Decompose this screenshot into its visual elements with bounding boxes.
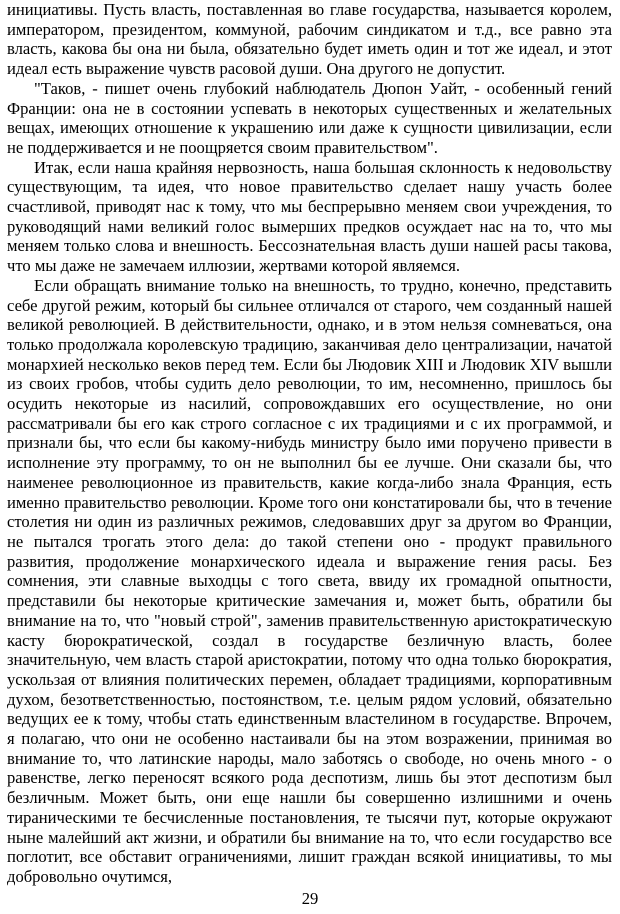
document-page xyxy=(7,0,612,887)
paragraph-2: "Таков, - пишет очень глубокий наблюдатель Дюпон Уайт, - особенный гений Франции: она не в состоянии успевать в некоторых существенных и желательных вещах, имеющих отношение к украшению или даже к сущности цивилизации, если не поддерживается и не поощряется своим правительством". xyxy=(7,78,612,157)
paragraph-3: Итак, если наша крайняя нервозность, наша большая склонность к недовольству существующим, та идея, что новое правительство сделает нашу участь более счастливой, приводят нас к тому, что мы беспрерывно меняем свои учреждения, то руководящий нами великий голос вымерших предков осуждает нас на то, что мы меняем только слова и внешность. Бессознательная власть души нашей расы такова, что мы даже не замечаем иллюзии, жертвами которой являемся. xyxy=(7,157,612,276)
paragraph-1: инициативы. Пусть власть, поставленная во главе государства, называется королем, императором, президентом, коммуной, рабочим синдикатом и т.д., все равно эта власть, какова бы она ни была, обязательно будет иметь один и тот же идеал, и этот идеал есть выражение чувств расовой души. Она другого не допустит. xyxy=(7,0,612,79)
paragraph-4: Если обращать внимание только на внешность, то трудно, конечно, представить себе другой режим, который бы сильнее отличался от старого, чем созданный нашей великой революцией. В действительности, однако, и в этом нельзя сомневаться, она только продолжала королевскую традицию, заканчивая дело централизации, начатой монархией несколько веков перед тем. Если бы Людовик XIII и Людовик XIV вышли из своих гробов, чтобы судить дело революции, то им, несомненно, пришлось бы осудить некоторые из насилий, сопровождавших его осуществление, но они рассматривали бы его как строго согласное с их традициями и с их программой, и признали бы, что если бы какому-нибудь министру было ими поручено привести в исполнение эту программу, то он не выполнил бы ее лучше. Они сказали бы, что наименее революционное из правительств, какие когда-либо знала Франция, есть именно правительство революции. Кроме того они констатировали бы, что в течение столетия ни один из различных режимов, следовавших друг за другом во Франции, не пытался трогать этого дела: до такой степени оно - продукт правильного развития, продолжение монархического идеала и выражение гения расы. Без сомнения, эти славные выходцы с того света, ввиду их громадной опытности, представили бы некоторые критические замечания и, может быть, обратили бы внимание на то, что "новый строй", заменив правительственную аристократическую касту бюрократической, создал в государстве безличную власть, более значительную, чем власть старой аристократии, потому что одна только бюрократия, ускользая от влияния политических перемен, обладает традициями, корпоративным духом, безответственностью, постоянством, т.е. целым рядом условий, обязательно ведущих ее к тому, чтобы стать единственным властелином в государстве. Впрочем, я полагаю, что они не особенно настаивали бы на этом возражении, принимая во внимание то, что латинские народы, мало заботясь о свободе, но очень много - о равенстве, легко переносят всякого рода деспотизм, лишь бы этот деспотизм был безличным. Может быть, они еще нашли бы совершенно излишними и очень тираническими те бесчисленные постановления, те тысячи пут, которые окружают ныне малейший акт жизни, и обратили бы внимание на то, что если государство все поглотит, все обставит ограничениями, лишит граждан всякой инициативы, то мы добровольно очутимся, xyxy=(7,275,612,886)
page-number: 29 xyxy=(301,889,319,908)
